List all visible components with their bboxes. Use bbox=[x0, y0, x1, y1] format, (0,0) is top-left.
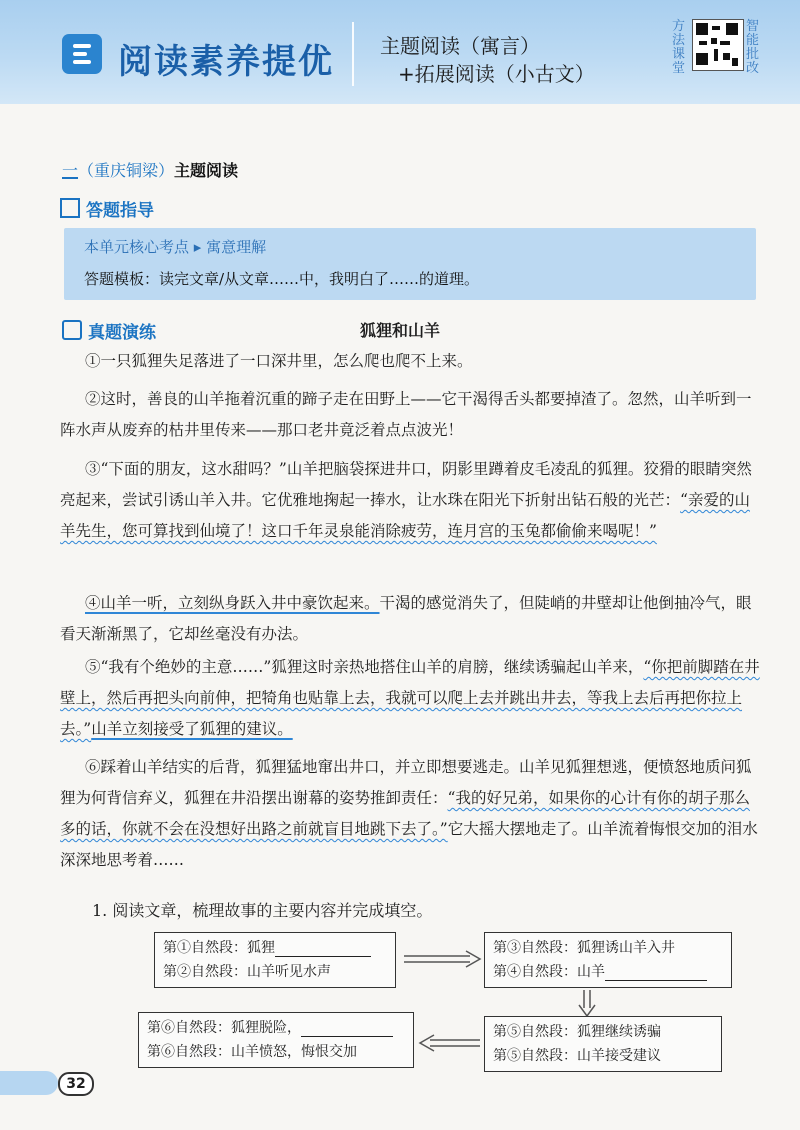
guide-heading-text: 答题指导 bbox=[86, 201, 154, 221]
section-title bbox=[62, 158, 238, 181]
flow-box-1-line-1-text: 第①自然段：狐狸 bbox=[163, 940, 275, 956]
header-subtitle-1: 主题阅读（寓言） bbox=[380, 34, 540, 58]
paragraph-2 bbox=[60, 384, 760, 446]
paragraph-4 bbox=[60, 588, 760, 650]
flow-box-2-line-1: 第③自然段：狐狸诱山羊入井 bbox=[493, 940, 675, 956]
paragraph-3-text: ③“下面的朋友，这水甜吗？”山羊把脑袋探进井口，阴影里蹲着皮毛凌乱的狐狸。狡猾的眼睛突然亮起来，尝试引诱山羊入井。它优雅地掬起一捧水，让水珠在阳光下折射出钻石般的光芒： bbox=[60, 460, 752, 509]
answer-blank-3[interactable] bbox=[301, 1020, 393, 1037]
flow-box-2 bbox=[484, 932, 732, 988]
arrow-left-icon bbox=[416, 1032, 484, 1054]
guide-template: 答题模板：读完文章/从文章……中，我明白了……的道理。 bbox=[84, 270, 480, 288]
method-class-label: 方法课堂 bbox=[672, 19, 686, 76]
paragraph-3-wavy-underline: “亲爱的山羊先生，您可算找到仙境了！这口千年灵泉能消除疲劳，连月宫的玉兔都偷偷来喝呢！” bbox=[60, 491, 750, 540]
paragraph-6-ending: 它大摇大摆地走了。山羊流着悔恨交加的泪水深深地思考着…… bbox=[60, 820, 758, 869]
paragraph-4-text: 干渴的感觉消失了，但陡峭的井壁却让他倒抽冷气，眼看天渐渐黑了，它却丝毫没有办法。 bbox=[60, 594, 752, 643]
flow-box-3 bbox=[484, 1016, 722, 1072]
paragraph-4-underlined: ④山羊一听，立刻纵身跃入井中豪饮起来。 bbox=[85, 594, 380, 612]
practice-heading bbox=[62, 318, 156, 343]
header-title: 阅读素养提优 bbox=[118, 42, 334, 82]
paragraph-5-text: ⑤“我有个绝妙的主意……”狐狸这时亲热地搭住山羊的肩膀，继续诱骗起山羊来， bbox=[85, 658, 644, 676]
question-1: 1. 阅读文章，梳理故事的主要内容并完成填空。 bbox=[92, 901, 433, 920]
flow-box-3-line-2: 第⑤自然段：山羊接受建议 bbox=[493, 1048, 661, 1064]
page-header bbox=[0, 0, 800, 104]
arrow-down-icon bbox=[576, 988, 598, 1018]
flow-box-1 bbox=[154, 932, 396, 988]
paragraph-3 bbox=[60, 454, 760, 547]
guide-book-icon bbox=[60, 198, 80, 218]
paragraph-2-text: ②这时，善良的山羊拖着沉重的蹄子走在田野上——它干渴得舌头都要掉渣了。忽然，山羊听到一阵水声从废弃的枯井里传来——那口老井竟泛着点点波光！ bbox=[60, 390, 752, 439]
answer-blank-2[interactable] bbox=[605, 964, 707, 981]
book-stack-icon bbox=[62, 34, 102, 74]
paragraph-6-wavy-underline: “我的好兄弟，如果你的心计有你的胡子那么多的话，你就不会在没想好出路之前就盲目地跳下去了。” bbox=[60, 789, 750, 838]
header-subtitle-2: +拓展阅读（小古文） bbox=[398, 62, 595, 86]
flow-box-1-line-1 bbox=[163, 937, 371, 957]
guide-heading bbox=[60, 196, 154, 221]
header-divider bbox=[352, 22, 354, 86]
flow-box-4-line-1-text: 第⑥自然段：狐狸脱险， bbox=[147, 1020, 301, 1036]
flow-box-2-line-2-text: 第④自然段：山羊 bbox=[493, 964, 605, 980]
answer-blank-1[interactable] bbox=[275, 940, 371, 957]
paragraph-6-text: ⑥踩着山羊结实的后背，狐狸猛地窜出井口，并立即想要逃走。山羊见狐狸想逃，便愤怒地质问狐狸为何背信弃义，狐狸在井沿摆出谢幕的姿势推卸责任： bbox=[60, 758, 752, 807]
qr-code-icon[interactable] bbox=[692, 19, 744, 71]
paragraph-1 bbox=[60, 346, 760, 377]
flow-box-4-line-2: 第⑥自然段：山羊愤怒，悔恨交加 bbox=[147, 1044, 357, 1060]
paragraph-6 bbox=[60, 752, 760, 876]
paragraph-1-text: ①一只狐狸失足落进了一口深井里，怎么爬也爬不上来。 bbox=[85, 352, 473, 370]
flow-box-4 bbox=[138, 1012, 414, 1068]
smart-grading-label: 智能批改 bbox=[746, 19, 760, 76]
flow-box-4-line-1 bbox=[147, 1017, 393, 1037]
exam-practice-icon bbox=[62, 320, 82, 340]
paragraph-5-wavy-underline: “你把前脚踏在井壁上，然后再把头向前伸，把犄角也贴靠上去，我就可以爬上去并跳出井去，等我上去后再把你拉上去。” bbox=[60, 658, 760, 738]
story-title: 狐狸和山羊 bbox=[360, 321, 441, 340]
paragraph-5 bbox=[60, 652, 760, 745]
flow-box-1-line-2: 第②自然段：山羊听见水声 bbox=[163, 964, 331, 980]
paragraph-5-underlined: 山羊立刻接受了狐狸的建议。 bbox=[91, 720, 293, 738]
section-location: （重庆铜梁） bbox=[78, 161, 175, 180]
section-heading: 主题阅读 bbox=[174, 161, 239, 180]
practice-heading-text: 真题演练 bbox=[88, 323, 156, 343]
page-number: 32 bbox=[58, 1072, 94, 1096]
page-tab bbox=[0, 1071, 58, 1095]
flow-box-3-line-1: 第⑤自然段：狐狸继续诱骗 bbox=[493, 1024, 661, 1040]
arrow-right-icon bbox=[400, 948, 484, 970]
section-number: 一 bbox=[62, 161, 79, 180]
flow-box-2-line-2 bbox=[493, 961, 707, 981]
guide-core-point: 本单元核心考点 ▸ 寓意理解 bbox=[84, 238, 267, 256]
